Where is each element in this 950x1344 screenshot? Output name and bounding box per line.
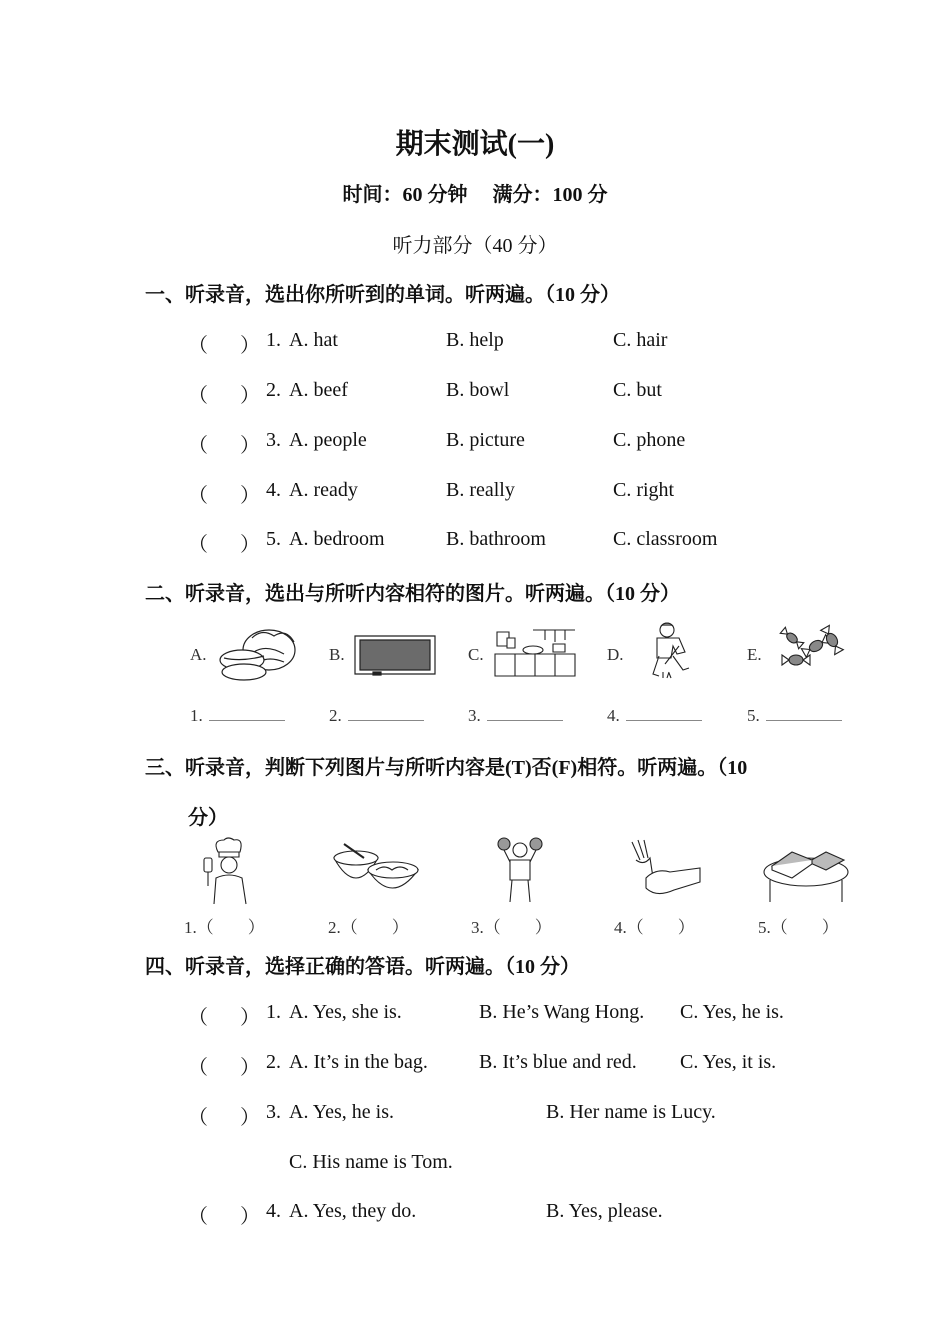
books-on-table-icon (762, 848, 850, 904)
item-number: 5. (266, 528, 281, 550)
answer-paren-open[interactable]: （ (188, 1007, 208, 1029)
section4-heading: 四、听录音，选择正确的答语。听两遍。（10 分） (145, 956, 580, 978)
answer-paren-open[interactable]: （ (188, 385, 208, 407)
answer-paren-open[interactable]: （ (188, 1206, 208, 1228)
item-number: 2. (266, 379, 281, 401)
answer-paren-close: ） (240, 534, 260, 556)
option-c: C. Yes, it is. (680, 1051, 777, 1073)
answer-blank[interactable]: 4. (607, 706, 702, 726)
option-a: A. It’s in the bag. (289, 1051, 428, 1073)
tf-answer[interactable]: 4.（ ） (614, 918, 695, 937)
answer-paren-close: ） (240, 1107, 260, 1129)
tf-answer[interactable]: 2.（ ） (328, 918, 409, 937)
option-a: A. Yes, he is. (289, 1101, 395, 1123)
section1-heading: 一、听录音，选出你所听到的单词。听两遍。（10 分） (145, 284, 620, 306)
option-b: B. Her name is Lucy. (546, 1101, 716, 1123)
option-a: A. bedroom (289, 528, 385, 550)
option-c: C. right (613, 479, 675, 501)
option-a: A. hat (289, 329, 338, 351)
cabbage-icon (214, 626, 300, 682)
tf-answer[interactable]: 3.（ ） (471, 918, 552, 937)
option-c: C. Yes, he is. (680, 1001, 784, 1023)
answer-paren-open[interactable]: （ (188, 485, 208, 507)
option-b: B. bowl (446, 379, 510, 401)
option-c: C. classroom (613, 528, 718, 550)
exam-info: 时间：60 分钟 满分：100 分 (342, 184, 608, 206)
option-c: C. hair (613, 329, 668, 351)
option-b: B. Yes, please. (546, 1200, 663, 1222)
answer-blank[interactable]: 2. (329, 706, 424, 726)
answer-paren-close: ） (240, 385, 260, 407)
answer-blank[interactable]: 3. (468, 706, 563, 726)
option-b: B. help (446, 329, 504, 351)
picture-label: A. (190, 645, 207, 664)
candies-icon (778, 626, 848, 682)
gardening-boy-icon (641, 620, 703, 684)
answer-paren-close: ） (240, 1206, 260, 1228)
bowls-icon (330, 840, 420, 896)
item-number: 3. (266, 429, 281, 451)
part-title: 听力部分（40 分） (392, 235, 558, 257)
option-c: C. phone (613, 429, 686, 451)
option-a: A. Yes, she is. (289, 1001, 402, 1023)
answer-paren-close: ） (240, 485, 260, 507)
section3-heading: 三、听录音，判断下列图片与所听内容是(T)否(F)相符。听两遍。（10 (145, 757, 748, 779)
option-a: A. Yes, they do. (289, 1200, 417, 1222)
answer-paren-close: ） (240, 1007, 260, 1029)
kitchen-icon (493, 626, 577, 678)
answer-blank[interactable]: 1. (190, 706, 285, 726)
picture-label: E. (747, 645, 762, 664)
answer-paren-open[interactable]: （ (188, 1107, 208, 1129)
picture-label: D. (607, 645, 624, 664)
item-number: 4. (266, 479, 281, 501)
answer-paren-close: ） (240, 335, 260, 357)
hand-fork-icon (626, 838, 704, 904)
item-number: 2. (266, 1051, 281, 1073)
page-title: 期末测试(一) (395, 129, 555, 160)
option-b: B. He’s Wang Hong. (479, 1001, 645, 1023)
option-b: B. bathroom (446, 528, 546, 550)
item-number: 3. (266, 1101, 281, 1123)
option-b: B. It’s blue and red. (479, 1051, 637, 1073)
answer-paren-open[interactable]: （ (188, 1057, 208, 1079)
chef-icon (196, 838, 258, 906)
answer-paren-close: ） (240, 435, 260, 457)
answer-paren-close: ） (240, 1057, 260, 1079)
option-c: C. His name is Tom. (289, 1151, 453, 1173)
option-a: A. beef (289, 379, 348, 401)
boy-with-balls-icon (496, 836, 544, 906)
blackboard-icon (353, 634, 437, 678)
answer-paren-open[interactable]: （ (188, 335, 208, 357)
tf-answer[interactable]: 1.（ ） (184, 918, 265, 937)
picture-label: B. (329, 645, 345, 664)
answer-blank[interactable]: 5. (747, 706, 842, 726)
answer-paren-open[interactable]: （ (188, 534, 208, 556)
option-b: B. really (446, 479, 515, 501)
item-number: 4. (266, 1200, 281, 1222)
option-a: A. ready (289, 479, 358, 501)
section2-heading: 二、听录音，选出与所听内容相符的图片。听两遍。（10 分） (145, 583, 680, 605)
tf-answer[interactable]: 5.（ ） (758, 918, 839, 937)
option-b: B. picture (446, 429, 525, 451)
section3-heading-cont: 分） (188, 807, 228, 829)
option-c: C. but (613, 379, 662, 401)
picture-label: C. (468, 645, 484, 664)
option-a: A. people (289, 429, 367, 451)
item-number: 1. (266, 329, 281, 351)
item-number: 1. (266, 1001, 281, 1023)
answer-paren-open[interactable]: （ (188, 435, 208, 457)
